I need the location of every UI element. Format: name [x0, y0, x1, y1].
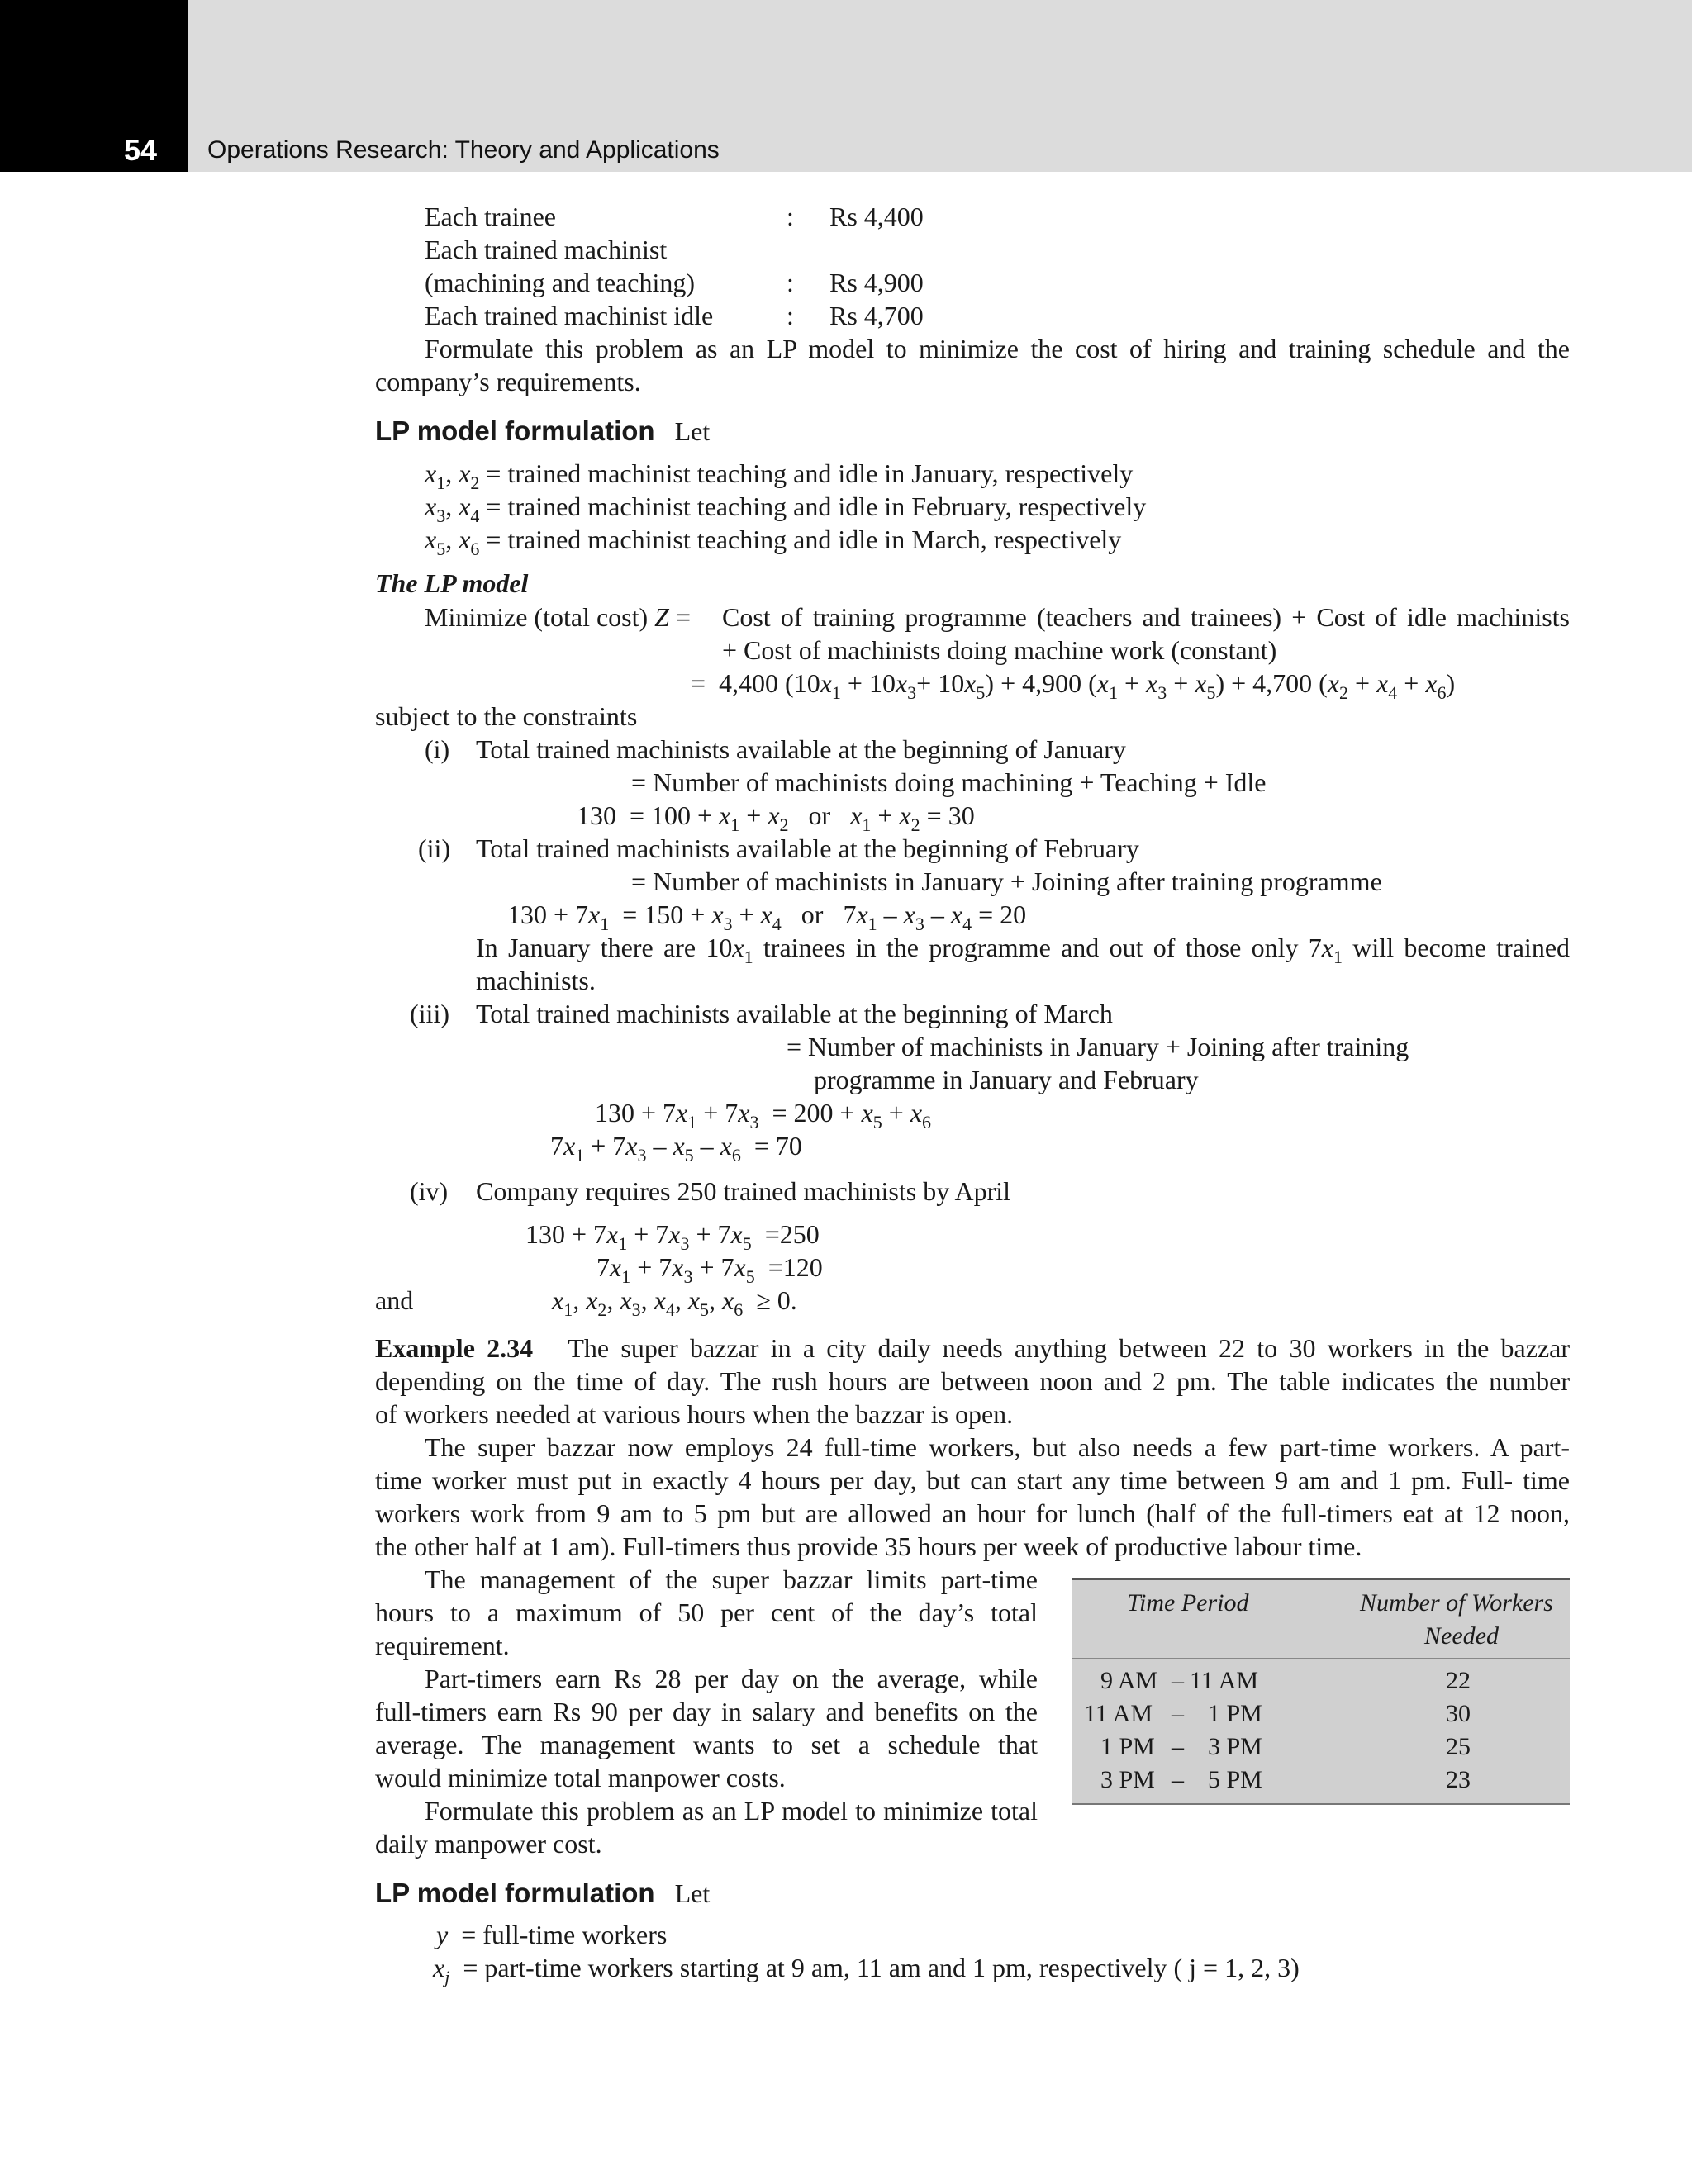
- cost-value-3: Rs 4,900: [829, 268, 924, 297]
- constraint-text: Total trained machinists available at the beginning of January: [476, 734, 1126, 764]
- table-cell: 11 AM: [1190, 1667, 1259, 1694]
- variable-definition: $x_5$, $x_6$ = trained machinist teaching and idle in March, respectively: [425, 525, 1122, 559]
- cost-value-4: Rs 4,700: [829, 301, 924, 330]
- table-cell: 30: [1446, 1700, 1471, 1727]
- constraint-text: Company requires 250 trained machinists by April: [476, 1176, 1010, 1206]
- example-line: of workers needed at various hours when the bazzar is open.: [375, 1399, 1014, 1429]
- constraint-text: = Number of machinists doing machining + Teaching + Idle: [631, 767, 1267, 797]
- cost-label-1: Each trainee: [425, 202, 556, 231]
- objective-equation: = 4,400 $(10x_1 + 10x_3+ 10x_5) + 4,900$ $(x_1 + x_3 + x_5) + 4,700$ $(x_2 + x_4 + x_6)$: [691, 668, 1456, 703]
- table-cell: –: [1172, 1667, 1184, 1694]
- table-cell: –: [1172, 1766, 1184, 1793]
- constraint-text: Total trained machinists available at the beginning of March: [476, 999, 1113, 1028]
- example-line: Part-timers earn Rs 28 per day on the average, while: [425, 1664, 1038, 1693]
- example-line: the other half at 1 am). Full-timers thus provide 35 hours per week of productive labour time.: [375, 1531, 1362, 1561]
- example-line: average. The management wants to set a schedule that: [375, 1730, 1038, 1759]
- table-header: Number of Workers: [1360, 1589, 1553, 1617]
- example-line: workers work from 9 am to 5 pm but are allowed an hour for lunch (half of the full-timers eat at 12 noon,: [375, 1498, 1570, 1528]
- example-line: would minimize total manpower costs.: [375, 1763, 786, 1792]
- objective-line: + Cost of machinists doing machine work (constant): [722, 635, 1277, 665]
- table-cell: 23: [1446, 1766, 1471, 1793]
- objective-line: Minimize (total cost) Z =: [425, 602, 691, 632]
- table-cell: 22: [1446, 1667, 1471, 1694]
- constraint-equation: $130 + 7x_1 = 150 + x_3 + x_4$ or $7x_1 - x_3 - x_4 = 20$: [507, 900, 1027, 934]
- cost-label-4: Each trained machinist idle: [425, 301, 714, 330]
- constraint-equation: $130 = 100 + x_1 + x_2$ or $x_1 + x_2 = 30$: [577, 800, 975, 835]
- constraint-text: programme in January and February: [814, 1065, 1199, 1094]
- constraint-label: (iii): [410, 999, 449, 1028]
- constraint-text: = Number of machinists in January + Joining after training programme: [631, 866, 1382, 896]
- example-line: The management of the super bazzar limits part-time: [425, 1564, 1038, 1594]
- table-cell: 5 PM: [1208, 1766, 1262, 1793]
- subject-to: subject to the constraints: [375, 701, 638, 731]
- example-line: depending on the time of day. The rush hours are between noon and 2 pm. The table indicates the number: [375, 1366, 1570, 1396]
- cost-label-2: Each trained machinist: [425, 235, 668, 264]
- constraint-label: (iv): [410, 1176, 449, 1206]
- cost-sep-4: :: [787, 301, 794, 330]
- section-heading: LP model formulation: [375, 415, 655, 446]
- constraint-equation: $130 + 7x_1 + 7x_3 + 7x_5 =250$: [525, 1219, 820, 1254]
- table-cell: –: [1172, 1733, 1184, 1760]
- example-line: requirement.: [375, 1631, 510, 1660]
- nonnegativity: $x_1$, $x_2$, $x_3$, $x_4$, $x_5$, $x_6 \ge 0$.: [552, 1285, 797, 1320]
- page-number-block: [0, 0, 188, 172]
- table-cell: 1 PM: [1100, 1733, 1155, 1760]
- section-heading: LP model formulation: [375, 1878, 655, 1908]
- paragraph-line: company’s requirements.: [375, 367, 641, 396]
- table-cell: 9 AM: [1100, 1667, 1158, 1694]
- constraint-equation: $130 + 7x_1 + 7x_3 = 200 + x_5 + x_6$: [595, 1098, 932, 1132]
- constraint-equation: $7x_1 + 7x_3 + 7x_5 =120$: [596, 1252, 823, 1287]
- table-cell: –: [1172, 1700, 1184, 1727]
- cost-sep-1: :: [787, 202, 794, 231]
- table-header: Time Period: [1127, 1589, 1249, 1617]
- paragraph-line: Formulate this problem as an LP model to minimize the cost of hiring and training schedule and the: [425, 334, 1570, 363]
- lp-model-title: The LP model: [375, 568, 529, 598]
- table-header: Needed: [1424, 1622, 1499, 1650]
- table-cell: 3 PM: [1100, 1766, 1155, 1793]
- variable-definition: $x_j$ = part-time workers starting at 9 am, 11 am and 1 pm, respectively ( j = 1, 2, 3): [433, 1953, 1300, 1987]
- constraint-text: = Number of machinists in January + Joining after training: [787, 1032, 1409, 1061]
- table-cell: 3 PM: [1208, 1733, 1262, 1760]
- variable-definition: $x_3$, $x_4$ = trained machinist teaching and idle in February, respectively: [425, 491, 1147, 526]
- constraint-equation: $7x_1 + 7x_3 - x_5 - x_6 = 70$: [550, 1131, 802, 1166]
- constraint-label: (ii): [418, 833, 451, 863]
- example-line: Example 2.34 The super bazzar in a city daily needs anything between 22 to 30 workers in the bazzar: [375, 1333, 1571, 1363]
- table-cell: 25: [1446, 1733, 1471, 1760]
- table-cell: 1 PM: [1208, 1700, 1262, 1727]
- workers-table: [1072, 1578, 1570, 1805]
- page-number: 54: [124, 133, 158, 167]
- constraint-text: Total trained machinists available at the beginning of February: [476, 833, 1139, 863]
- constraint-label: (i): [425, 734, 450, 764]
- example-line: time worker must put in exactly 4 hours per day, but can start any time between 9 am and 1 pm. Full- time: [375, 1465, 1570, 1495]
- variable-definition: y = full-time workers: [436, 1920, 668, 1949]
- table-rule: [1072, 1658, 1570, 1659]
- cost-sep-3: :: [787, 268, 794, 297]
- and-word: and: [375, 1285, 414, 1315]
- cost-label-3: (machining and teaching): [425, 268, 695, 297]
- example-line: full-timers earn Rs 90 per day in salary and benefits on the: [375, 1697, 1038, 1726]
- example-line: daily manpower cost.: [375, 1829, 602, 1859]
- objective-line: Cost of training programme (teachers and trainees) + Cost of idle machinists: [722, 602, 1570, 632]
- let-word: Let: [674, 1878, 711, 1908]
- example-line: hours to a maximum of 50 per cent of the day’s total: [375, 1598, 1038, 1627]
- table-cell: 11 AM: [1084, 1700, 1153, 1727]
- example-line: Formulate this problem as an LP model to minimize total: [425, 1796, 1038, 1826]
- constraint-note: In January there are $10x_1$ trainees in the programme and out of those only $7x_1$ will become trained: [476, 933, 1571, 967]
- running-title: Operations Research: Theory and Applications: [207, 136, 720, 164]
- example-line: The super bazzar now employs 24 full-time workers, but also needs a few part-time workers. A part-: [425, 1432, 1570, 1462]
- variable-definition: $x_1$, $x_2$ = trained machinist teaching and idle in January, respectively: [425, 458, 1134, 493]
- cost-value-1: Rs 4,400: [829, 202, 924, 231]
- constraint-note: machinists.: [476, 966, 596, 995]
- let-word: Let: [674, 416, 711, 446]
